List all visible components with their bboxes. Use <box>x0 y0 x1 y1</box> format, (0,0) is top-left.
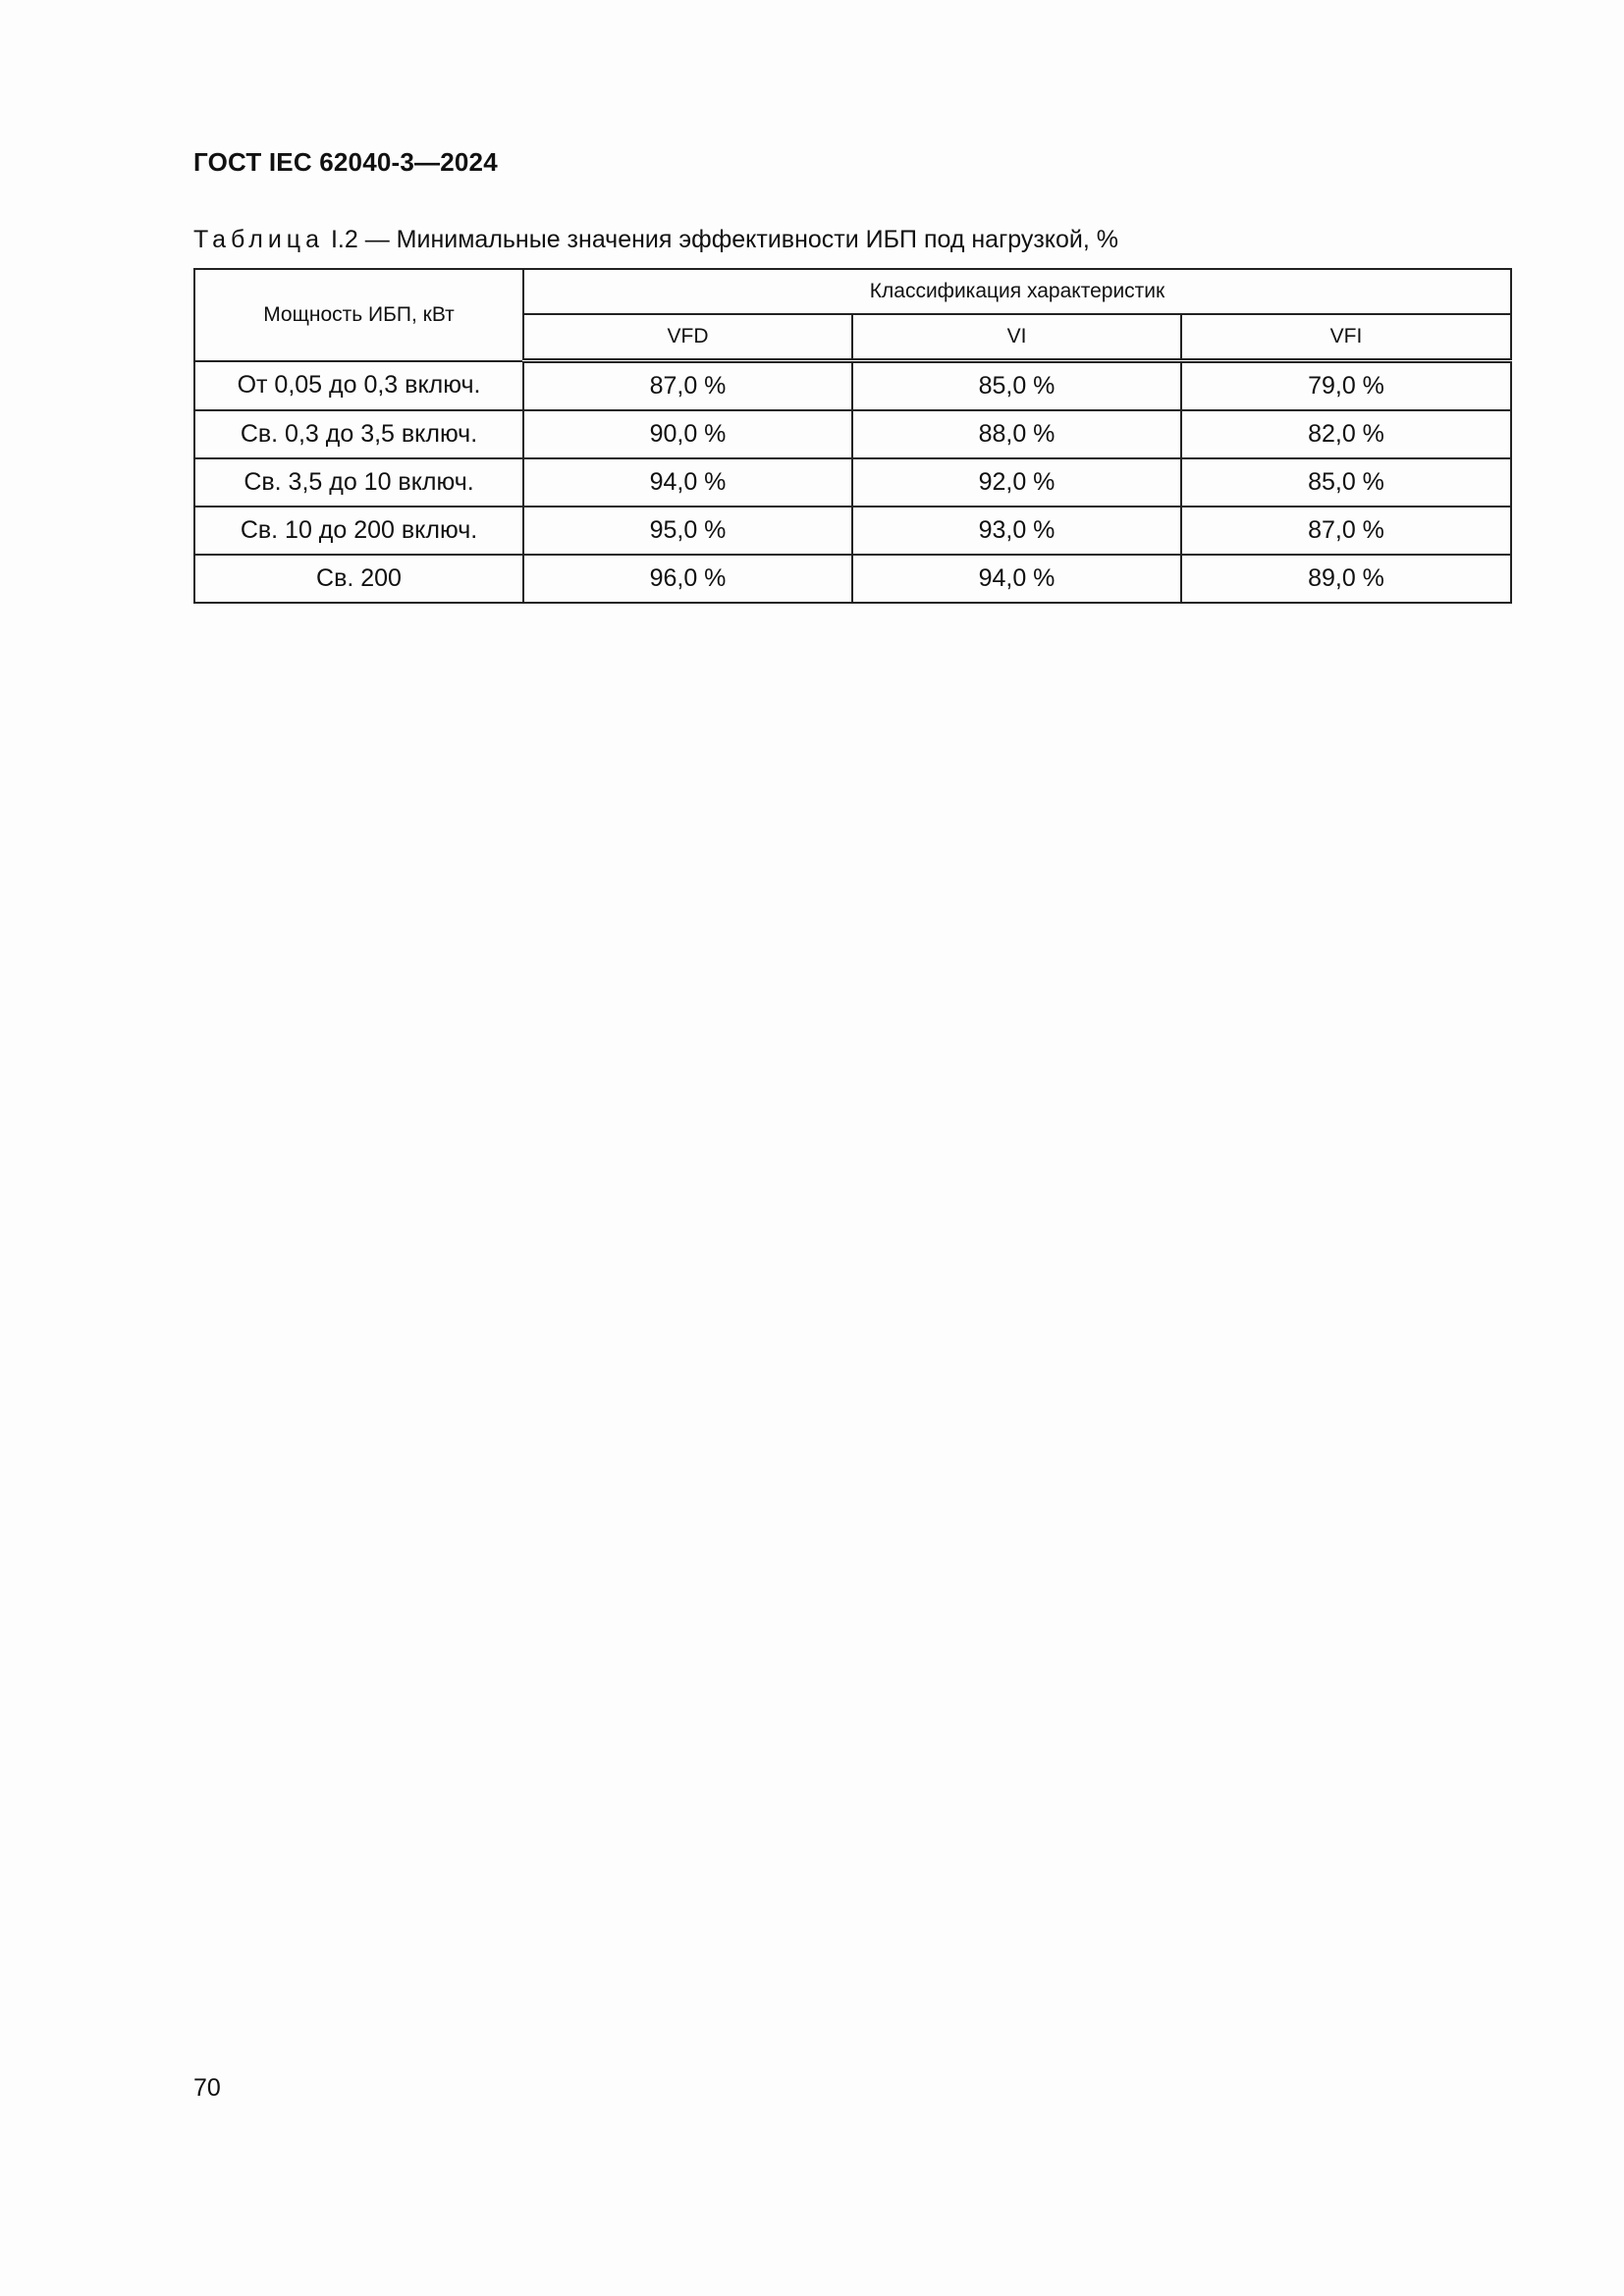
power-cell: Св. 10 до 200 включ. <box>194 507 523 555</box>
vfd-cell: 96,0 % <box>523 555 852 603</box>
power-cell: Св. 0,3 до 3,5 включ. <box>194 410 523 458</box>
vfd-cell: 90,0 % <box>523 410 852 458</box>
caption-text: I.2 — Минимальные значения эффективности ИБП под нагрузкой, % <box>330 226 1118 253</box>
vi-cell: 93,0 % <box>852 507 1181 555</box>
vfd-cell: 95,0 % <box>523 507 852 555</box>
vfi-cell: 85,0 % <box>1181 458 1511 507</box>
vfi-cell: 79,0 % <box>1181 361 1511 411</box>
table-row <box>194 361 1511 411</box>
vfd-cell: 87,0 % <box>523 361 852 411</box>
column-header-vi: VI <box>852 314 1181 361</box>
vfi-cell: 87,0 % <box>1181 507 1511 555</box>
vi-cell: 88,0 % <box>852 410 1181 458</box>
table-caption <box>193 226 1118 254</box>
power-cell: Св. 200 <box>194 555 523 603</box>
vi-cell: 92,0 % <box>852 458 1181 507</box>
vi-cell: 85,0 % <box>852 361 1181 411</box>
vfd-cell: 94,0 % <box>523 458 852 507</box>
power-cell: От 0,05 до 0,3 включ. <box>194 361 523 411</box>
column-header-vfd: VFD <box>523 314 852 361</box>
row-header-power: Мощность ИБП, кВт <box>194 269 523 361</box>
caption-label: Таблица <box>193 226 325 253</box>
table-row <box>194 458 1511 507</box>
table-row <box>194 507 1511 555</box>
power-cell: Св. 3,5 до 10 включ. <box>194 458 523 507</box>
table-row <box>194 410 1511 458</box>
group-header-classification: Классификация характеристик <box>523 269 1511 314</box>
efficiency-table <box>193 268 1512 604</box>
table-row <box>194 555 1511 603</box>
vfi-cell: 89,0 % <box>1181 555 1511 603</box>
page-number: 70 <box>193 2074 221 2102</box>
vi-cell: 94,0 % <box>852 555 1181 603</box>
document-header: ГОСТ IEC 62040-3—2024 <box>193 147 498 177</box>
column-header-vfi: VFI <box>1181 314 1511 361</box>
vfi-cell: 82,0 % <box>1181 410 1511 458</box>
